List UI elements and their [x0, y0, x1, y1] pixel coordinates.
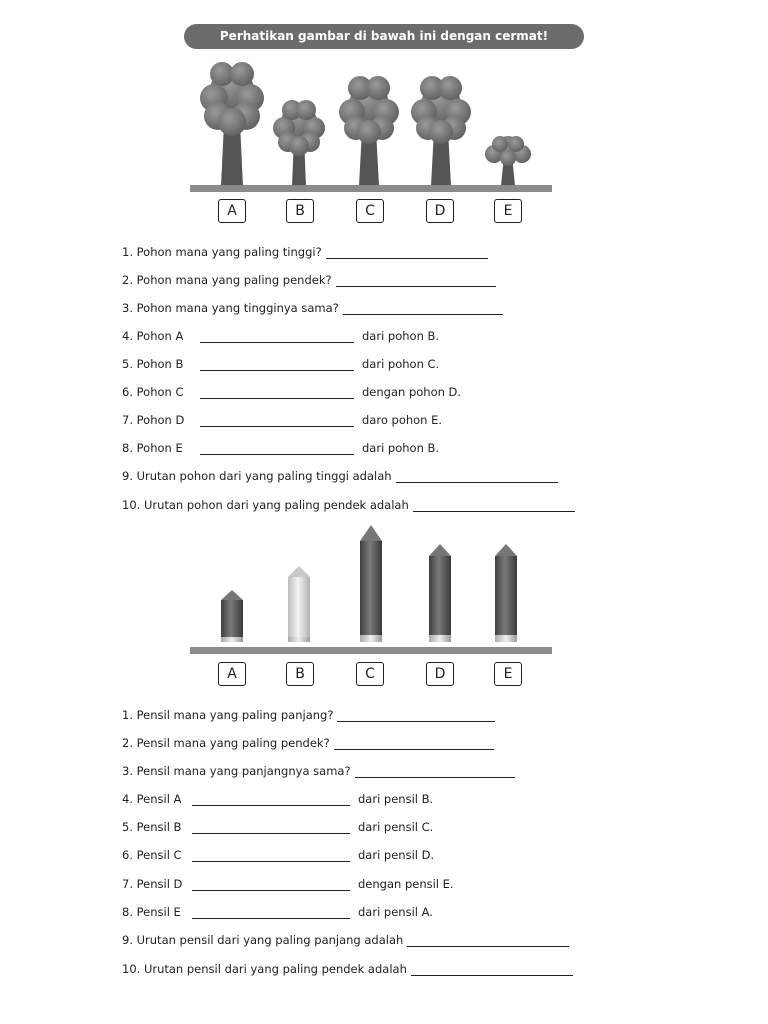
answer-blank[interactable]	[334, 737, 494, 750]
pencil-question-5: 5. Pensil B dari pensil C.	[122, 820, 434, 834]
pencil-question-2: 2. Pensil mana yang paling pendek?	[122, 736, 498, 750]
answer-blank[interactable]	[200, 442, 354, 455]
tree-label-d: D	[426, 199, 454, 223]
answer-blank[interactable]	[200, 414, 354, 427]
answer-blank[interactable]	[355, 765, 515, 778]
tree-label-c: C	[356, 199, 384, 223]
trees-illustration	[0, 52, 768, 197]
tree-b-icon	[273, 100, 325, 186]
tree-question-4: 4. Pohon A dari pohon B.	[122, 329, 440, 343]
tree-question-2: 2. Pohon mana yang paling pendek?	[122, 273, 500, 287]
pencil-label-c: C	[356, 662, 384, 686]
instruction-banner: Perhatikan gambar di bawah ini dengan cermat!	[184, 24, 584, 49]
tree-question-7: 7. Pohon D daro pohon E.	[122, 413, 443, 427]
tree-a-icon	[200, 62, 264, 186]
pencil-question-1: 1. Pensil mana yang paling panjang?	[122, 708, 499, 722]
answer-blank[interactable]	[200, 330, 354, 343]
pencil-a-icon	[221, 590, 243, 642]
pencil-c-icon	[360, 525, 382, 642]
tree-label-a: A	[218, 199, 246, 223]
answer-blank[interactable]	[192, 793, 350, 806]
answer-blank[interactable]	[192, 849, 350, 862]
pencil-question-9: 9. Urutan pensil dari yang paling panjang adalah	[122, 933, 573, 947]
answer-blank[interactable]	[411, 963, 573, 976]
pencil-e-icon	[495, 544, 517, 642]
answer-blank[interactable]	[337, 709, 495, 722]
tree-c-icon	[339, 76, 399, 186]
answer-blank[interactable]	[192, 906, 350, 919]
answer-blank[interactable]	[200, 386, 354, 399]
tree-question-5: 5. Pohon B dari pohon C.	[122, 357, 440, 371]
pencil-question-7: 7. Pensil D dengan pensil E.	[122, 877, 454, 891]
pencils-illustration	[0, 520, 768, 662]
tree-d-icon	[411, 76, 471, 186]
answer-blank[interactable]	[192, 878, 350, 891]
tree-question-6: 6. Pohon C dengan pohon D.	[122, 385, 462, 399]
pencil-question-6: 6. Pensil C dari pensil D.	[122, 848, 435, 862]
pencil-b-icon	[288, 566, 310, 642]
answer-blank[interactable]	[407, 934, 569, 947]
pencil-question-10: 10. Urutan pensil dari yang paling pendek adalah	[122, 962, 577, 976]
answer-blank[interactable]	[326, 246, 488, 259]
pencil-d-icon	[429, 544, 451, 642]
tree-question-1: 1. Pohon mana yang paling tinggi?	[122, 245, 492, 259]
answer-blank[interactable]	[192, 821, 350, 834]
ground-line	[190, 185, 552, 192]
tree-label-b: B	[286, 199, 314, 223]
tree-label-e: E	[494, 199, 522, 223]
pencil-label-b: B	[286, 662, 314, 686]
ground-line	[190, 647, 552, 654]
tree-question-3: 3. Pohon mana yang tingginya sama?	[122, 301, 507, 315]
pencil-label-a: A	[218, 662, 246, 686]
answer-blank[interactable]	[343, 302, 503, 315]
pencil-question-3: 3. Pensil mana yang panjangnya sama?	[122, 764, 519, 778]
pencil-label-e: E	[494, 662, 522, 686]
answer-blank[interactable]	[396, 470, 558, 483]
answer-blank[interactable]	[413, 499, 575, 512]
pencil-label-d: D	[426, 662, 454, 686]
tree-question-10: 10. Urutan pohon dari yang paling pendek adalah	[122, 498, 579, 512]
tree-question-9: 9. Urutan pohon dari yang paling tinggi adalah	[122, 469, 562, 483]
pencil-question-8: 8. Pensil E dari pensil A.	[122, 905, 433, 919]
tree-question-8: 8. Pohon E dari pohon B.	[122, 441, 440, 455]
answer-blank[interactable]	[200, 358, 354, 371]
pencil-question-4: 4. Pensil A dari pensil B.	[122, 792, 434, 806]
answer-blank[interactable]	[336, 274, 496, 287]
tree-e-icon	[485, 136, 531, 186]
